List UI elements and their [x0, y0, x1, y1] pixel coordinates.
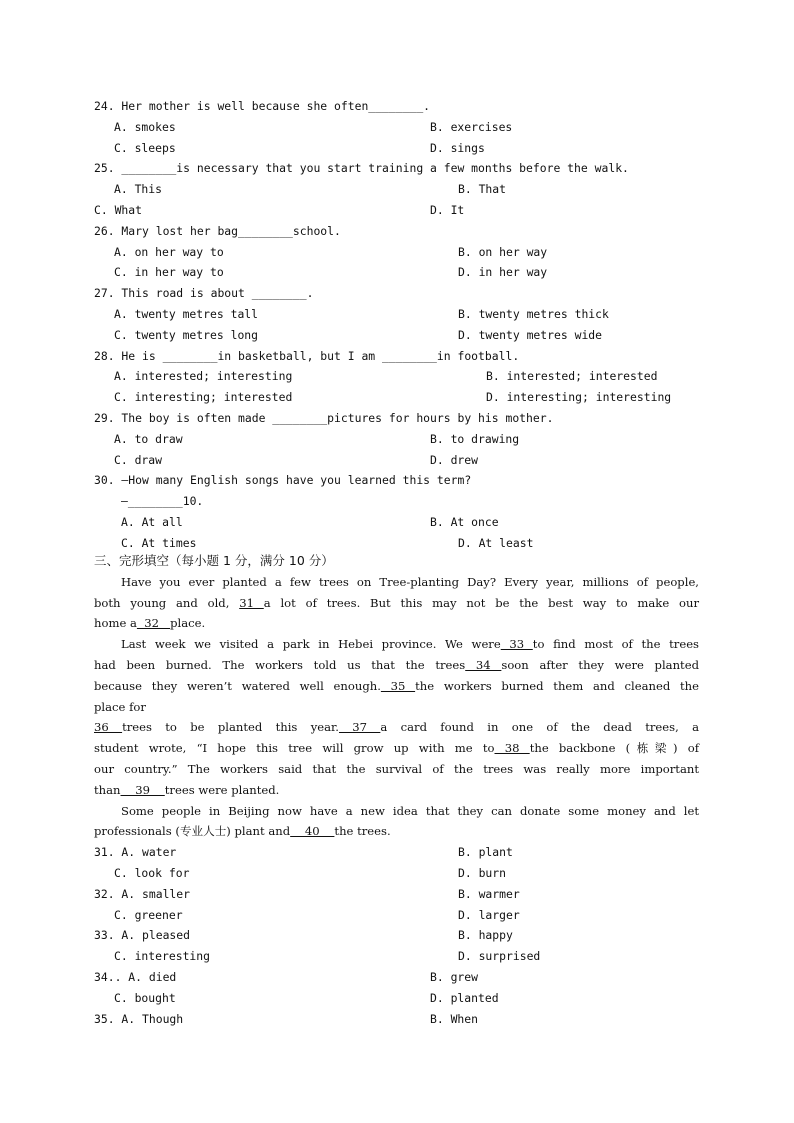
passage-p2-line1: Last week we visited a park in Hebei province. We were 33 to find most of the trees — [121, 637, 700, 651]
c34-option-b: B. grew — [430, 970, 479, 984]
q25-stem: 25. ________is necessary that you start training a few months before the walk. — [94, 161, 629, 175]
q28-option-a: A. interested; interesting — [114, 369, 293, 383]
c34-option-d: D. planted — [430, 991, 499, 1005]
c31-option-d: D. burn — [458, 866, 507, 880]
q27-stem: 27. This road is about ________. — [94, 286, 314, 300]
passage-p2-line2: had been burned. The workers told us that the trees 34 soon after they were planted — [94, 658, 699, 672]
q26-option-d: D. in her way — [458, 265, 548, 279]
q30-option-d: D. At least — [458, 536, 534, 550]
q27-option-a: A. twenty metres tall — [114, 307, 259, 321]
q26-option-c: C. in her way to — [114, 265, 224, 279]
q24-option-b: B. exercises — [430, 120, 513, 134]
q25-option-c: C. What — [94, 203, 143, 217]
q25-option-d: D. It — [430, 203, 465, 217]
q28-option-b: B. interested; interested — [486, 369, 658, 383]
c32-option-a: 32. A. smaller — [94, 887, 191, 901]
passage-p2-line5: 36 trees to be planted this year. 37 a card found in one of the dead trees, a — [94, 720, 700, 734]
section-title: 三、完形填空（每小题 1 分，满分 10 分） — [94, 553, 334, 568]
blank-39: 39 — [120, 783, 165, 797]
c34-option-a: 34.. A. died — [94, 970, 177, 984]
passage-p3-line2: professionals (专业人士) plant and 40 the trees. — [94, 824, 391, 838]
passage-p2-line7: our country.” The workers said that the survival of the trees was really more important — [94, 762, 699, 776]
blank-31: 31 — [239, 596, 264, 610]
passage-p2-line8: than 39 trees were planted. — [94, 783, 280, 797]
c32-option-c: C. greener — [114, 908, 183, 922]
c35-option-b: B. When — [430, 1012, 479, 1026]
q25-option-a: A. This — [114, 182, 163, 196]
q26-option-b: B. on her way — [458, 245, 548, 259]
c31-option-a: 31. A. water — [94, 845, 177, 859]
q30-option-c: C. At times — [121, 536, 197, 550]
q24-stem: 24. Her mother is well because she often________. — [94, 99, 431, 113]
q27-option-b: B. twenty metres thick — [458, 307, 609, 321]
blank-35: 35 — [380, 679, 416, 693]
c31-option-b: B. plant — [458, 845, 513, 859]
passage-p2-line3: because they weren’t watered well enough. 35 the workers burned them and cleaned the — [94, 679, 699, 693]
q30-option-a: A. At all — [121, 515, 183, 529]
q26-option-a: A. on her way to — [114, 245, 224, 259]
q27-option-d: D. twenty metres wide — [458, 328, 603, 342]
q24-option-c: C. sleeps — [114, 141, 176, 155]
q30-option-b: B. At once — [430, 515, 499, 529]
blank-38: 38 — [494, 741, 530, 755]
q29-stem: 29. The boy is often made ________pictures for hours by his mother. — [94, 411, 554, 425]
c32-option-b: B. warmer — [458, 887, 520, 901]
passage-p2-line4: place for — [94, 700, 146, 714]
c34-option-c: C. bought — [114, 991, 176, 1005]
c33-option-c: C. interesting — [114, 949, 211, 963]
q25-option-b: B. That — [458, 182, 507, 196]
blank-40: 40 — [290, 824, 335, 838]
q24-option-a: A. smokes — [114, 120, 176, 134]
passage-p3-line1: Some people in Beijing now have a new idea that they can donate some money and let — [121, 804, 699, 818]
q30-stem-reply: —________10. — [121, 494, 204, 508]
q29-option-d: D. drew — [430, 453, 479, 467]
blank-36: 36 — [94, 720, 123, 734]
passage-p2-line6: student wrote, “I hope this tree will grow up with me to 38 the backbone (栋梁) of — [94, 741, 699, 755]
c33-option-b: B. happy — [458, 928, 513, 942]
blank-37: 37 — [338, 720, 381, 734]
q26-stem: 26. Mary lost her bag________school. — [94, 224, 341, 238]
q27-option-c: C. twenty metres long — [114, 328, 259, 342]
q29-option-b: B. to drawing — [430, 432, 520, 446]
passage-p1-line1: Have you ever planted a few trees on Tree-planting Day? Every year, millions of people, — [121, 575, 699, 589]
c33-option-d: D. surprised — [458, 949, 541, 963]
c31-option-c: C. look for — [114, 866, 190, 880]
c32-option-d: D. larger — [458, 908, 520, 922]
blank-32: 32 — [136, 616, 171, 630]
q24-option-d: D. sings — [430, 141, 485, 155]
blank-34: 34 — [465, 658, 502, 672]
c35-option-a: 35. A. Though — [94, 1012, 184, 1026]
q30-stem: 30. —How many English songs have you learned this term? — [94, 473, 472, 487]
blank-33: 33 — [500, 637, 533, 651]
passage-p1-line2: both young and old, 31 a lot of trees. But this may not be the best way to make our — [94, 596, 699, 610]
passage-p1-line3: home a 32 place. — [94, 616, 206, 630]
c33-option-a: 33. A. pleased — [94, 928, 191, 942]
q29-option-c: C. draw — [114, 453, 163, 467]
q28-stem: 28. He is ________in basketball, but I am ________in football. — [94, 349, 520, 363]
q28-option-c: C. interesting; interested — [114, 390, 293, 404]
q28-option-d: D. interesting; interesting — [486, 390, 672, 404]
q29-option-a: A. to draw — [114, 432, 183, 446]
